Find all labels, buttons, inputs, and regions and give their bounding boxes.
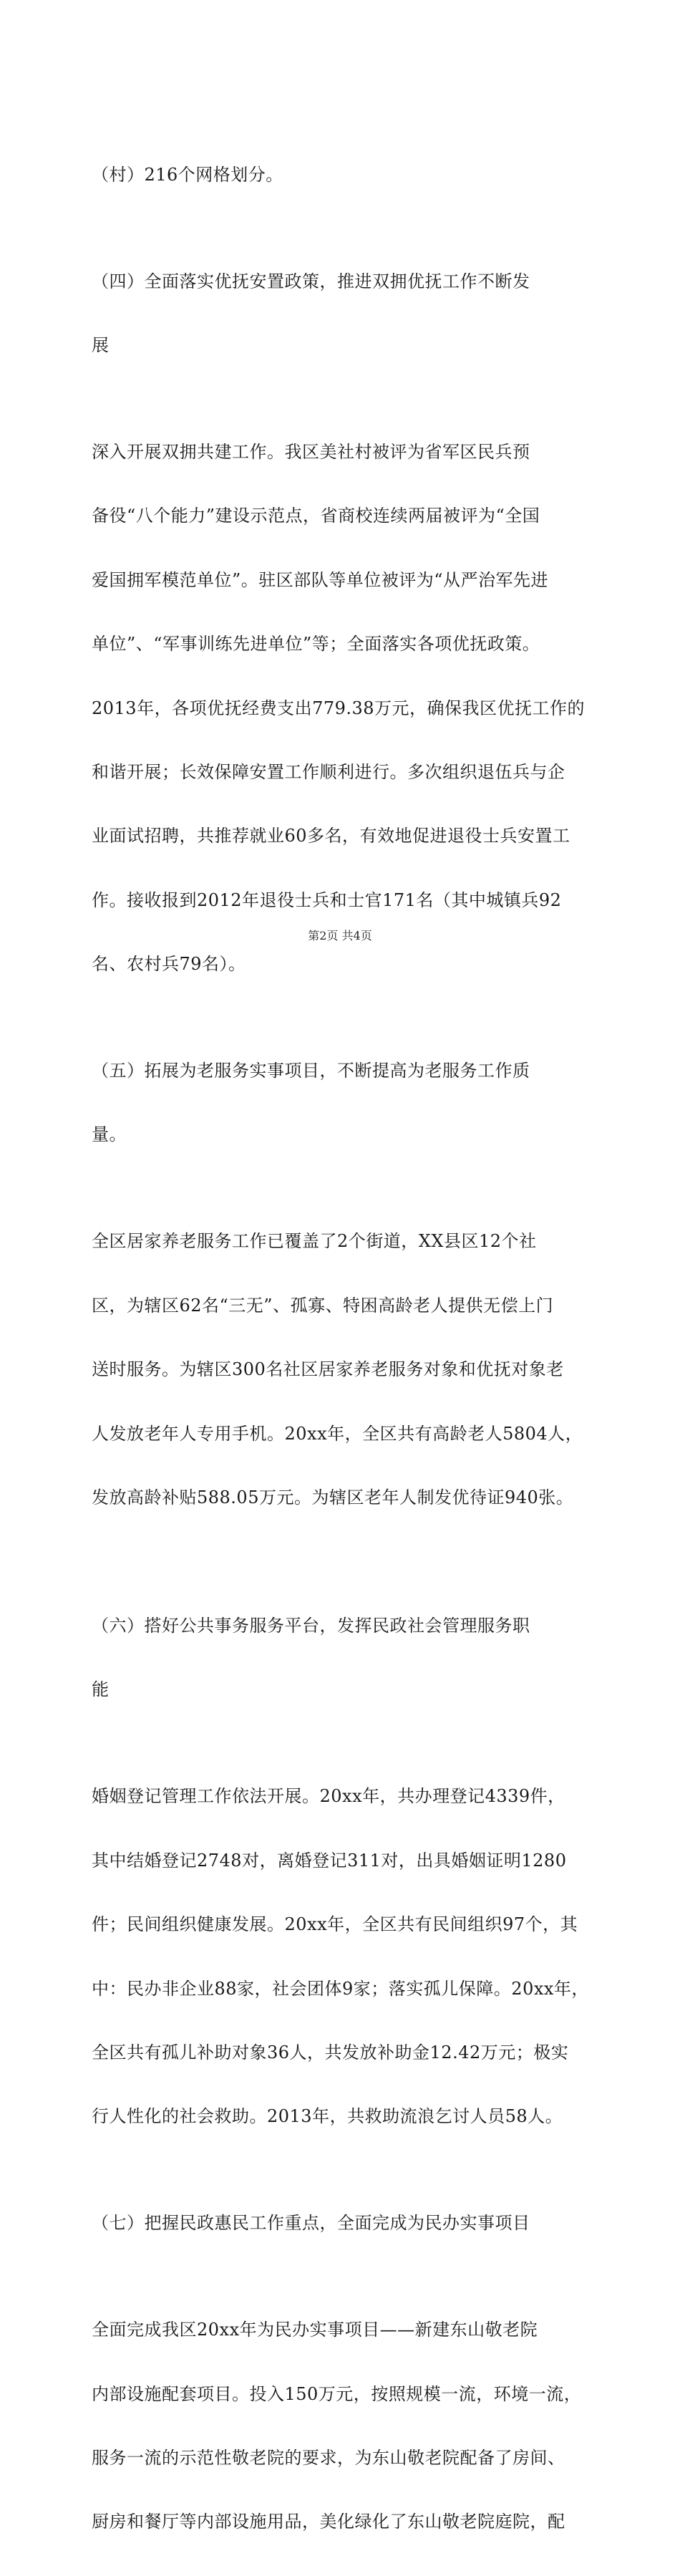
text-line: 中：民办非企业88家，社会团体9家；落实孤儿保障。20xx年， (92, 1978, 589, 1999)
text-line: 全区共有孤儿补助对象36人，共发放补助金12.42万元；极实 (92, 2042, 569, 2063)
text-line: 内部设施配套项目。投入150万元，按照规模一流，环境一流， (92, 2383, 582, 2404)
text-line: 名、农村兵79名）。 (92, 954, 246, 975)
paragraph-section-5 (92, 1189, 601, 1552)
paragraph-grid-division (92, 122, 601, 228)
text-line: 量。 (92, 1124, 127, 1145)
text-line: 爱国拥军模范单位”。驻区部队等单位被评为“从严治军先进 (92, 569, 549, 590)
paragraph-section-7 (92, 2277, 601, 2576)
text-line: 和谐开展；长效保障安置工作顺利进行。多次组织退伍兵与企 (92, 761, 565, 782)
text-line: 2013年，各项优抚经费支出779.38万元，确保我区优抚工作的 (92, 698, 586, 718)
text-line: 业面试招聘，共推荐就业60多名，有效地促进退役士兵安置工 (92, 826, 570, 846)
text-line: 其中结婚登记2748对，离婚登记311对，出具婚姻证明1280 (92, 1850, 567, 1871)
text-line: 单位”、“军事训练先进单位”等；全面落实各项优抚政策。 (92, 634, 540, 655)
text-line: （四）全面落实优抚安置政策，推进双拥优抚工作不断发 (92, 271, 530, 291)
text-line: 发放高龄补贴588.05万元。为辖区老年人制发优待证940张。 (92, 1487, 574, 1508)
text-line: （六）搭好公共事务服务平台，发挥民政社会管理服务职 (92, 1615, 530, 1636)
text-line: 件；民间组织健康发展。20xx年，全区共有民间组织97个，其 (92, 1914, 578, 1935)
heading-section-7 (92, 2171, 601, 2277)
document-body (92, 122, 601, 2576)
paragraph-section-6 (92, 1744, 601, 2171)
heading-section-5 (92, 1018, 601, 1188)
text-line: 能 (92, 1679, 110, 1700)
text-line: 展 (92, 334, 110, 355)
text-line: 深入开展双拥共建工作。我区美社村被评为省军区民兵预 (92, 441, 530, 462)
text-line: 备役“八个能力”建设示范点，省商校连续两届被评为“全国 (92, 506, 540, 526)
text-line: （七）把握民政惠民工作重点，全面完成为民办实事项目 (92, 2213, 530, 2234)
text-line: 送时服务。为辖区300名社区居家养老服务对象和优抚对象老 (92, 1359, 564, 1380)
text-line: 服务一流的示范性敬老院的要求，为东山敬老院配备了房间、 (92, 2448, 565, 2469)
text-line: 全面完成我区20xx年为民办实事项目——新建东山敬老院 (92, 2320, 538, 2340)
text-line: （五）拓展为老服务实事项目，不断提高为老服务工作质 (92, 1061, 530, 1081)
page-number-footer: 第2页 共4页 (308, 929, 372, 942)
text-line: 厨房和餐厅等内部设施用品，美化绿化了东山敬老院庭院，配 (92, 2512, 565, 2532)
text-line: 行人性化的社会救助。2013年，共救助流浪乞讨人员58人。 (92, 2106, 563, 2127)
text-line: 婚姻登记管理工作依法开展。20xx年，共办理登记4339件， (92, 1786, 565, 1807)
paragraph-section-4 (92, 399, 601, 1018)
text-line: （村）216个网格划分。 (92, 164, 283, 185)
text-line: 人发放老年人专用手机。20xx年，全区共有高龄老人5804人， (92, 1423, 583, 1444)
blank-line (92, 1551, 601, 1573)
text-line: 全区居家养老服务工作已覆盖了2个街道，XX县区12个社 (92, 1231, 537, 1252)
text-line: 区，为辖区62名“三无”、孤寡、特困高龄老人提供无偿上门 (92, 1295, 554, 1316)
text-line: 作。接收报到2012年退役士兵和士官171名（其中城镇兵92 (92, 889, 562, 910)
heading-section-4 (92, 228, 601, 399)
heading-section-6 (92, 1573, 601, 1743)
